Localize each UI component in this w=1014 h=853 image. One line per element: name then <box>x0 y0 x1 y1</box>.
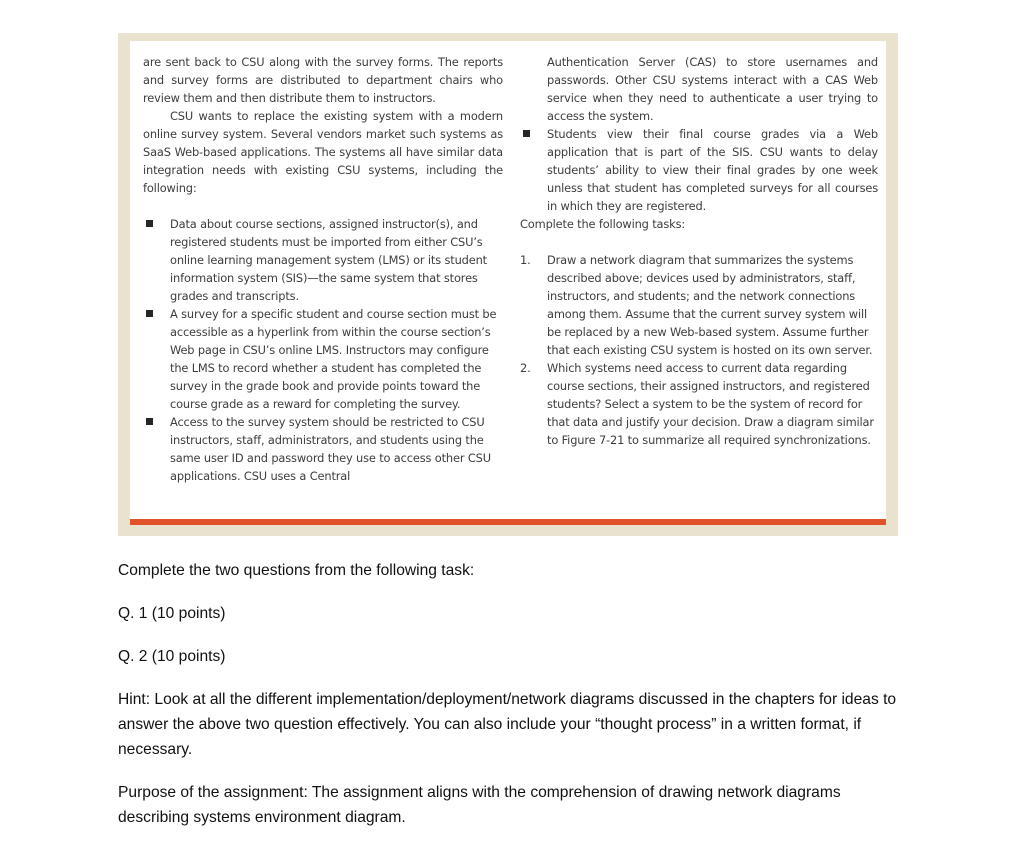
textbook-excerpt <box>118 33 898 536</box>
hint-paragraph: Hint: Look at all the different implementation/deployment/network diagrams discussed in the chapters for ideas to answer the above two question effectively. You can also include your “thought process” in a written format, if necessary. <box>118 691 897 758</box>
task-text: Which systems need access to current data regarding course sections, their assigned instructors, and registered students? Select a system to be the system of record for that data and justify your decision. Draw a diagram similar to Figure 7-21 to summarize all required synchronizations. <box>547 361 874 447</box>
question-2-label: Q. 2 (10 points) <box>118 648 226 665</box>
list-item: Access to the survey system should be restricted to CSU instructors, staff, administrators, and students using the same user ID and password they use to access other CSU applications. CSU uses a Central <box>143 413 503 485</box>
tasks-heading: Complete the following tasks: <box>520 217 686 231</box>
task-text: Draw a network diagram that summarizes the systems described above; devices used by administrators, staff, instructors, and students; and the network connections among them. Assume that the current survey system will be replaced by a new Web-based system. Assume further that each existing CSU system is hosted on its own server. <box>547 253 873 357</box>
list-item <box>520 125 878 215</box>
list-item <box>520 251 878 359</box>
excerpt-page <box>130 41 886 525</box>
excerpt-left-column <box>143 53 503 485</box>
requirements-list <box>143 215 503 485</box>
question-1-label: Q. 1 (10 points) <box>118 605 226 622</box>
list-item: Data about course sections, assigned instructor(s), and registered students must be imported from either CSU’s online learning management system (LMS) or its student information system (SIS)—the same system that stores grades and transcripts. <box>143 215 503 305</box>
assignment-instruction: Complete the two questions from the following task: <box>118 562 475 579</box>
task-number: 1. <box>520 253 531 267</box>
replacement-paragraph: CSU wants to replace the existing system with a modern online survey system. Several vendors market such systems as SaaS Web-based applications. The systems all have similar data integration needs with existing CSU systems, including the following: <box>143 109 503 195</box>
assignment-text <box>118 558 908 848</box>
purpose-paragraph: Purpose of the assignment: The assignment aligns with the comprehension of drawing network diagrams describing systems environment diagram. <box>118 784 841 826</box>
grades-bullet-text: Students view their final course grades via a Web application that is part of the SIS. CSU wants to delay students’ ability to view their final grades by one week unless that student has completed surveys for all courses in which they are registered. <box>547 127 878 213</box>
bullet-square-icon <box>523 130 530 137</box>
cas-continuation: Authentication Server (CAS) to store usernames and passwords. Other CSU systems interact with a CAS Web service when they need to authenticate a user trying to access the system. <box>547 55 878 123</box>
list-item <box>520 359 878 449</box>
intro-paragraph: are sent back to CSU along with the survey forms. The reports and survey forms are distributed to department chairs who review them and then distribute them to instructors. <box>143 55 503 105</box>
tasks-list <box>520 251 878 449</box>
list-item: A survey for a specific student and course section must be accessible as a hyperlink from within the course section’s Web page in CSU’s online LMS. Instructors may configure the LMS to record whether a student has completed the survey in the grade book and provide points toward the course grade as a reward for completing the survey. <box>143 305 503 413</box>
task-number: 2. <box>520 361 531 375</box>
excerpt-right-column <box>520 53 878 449</box>
